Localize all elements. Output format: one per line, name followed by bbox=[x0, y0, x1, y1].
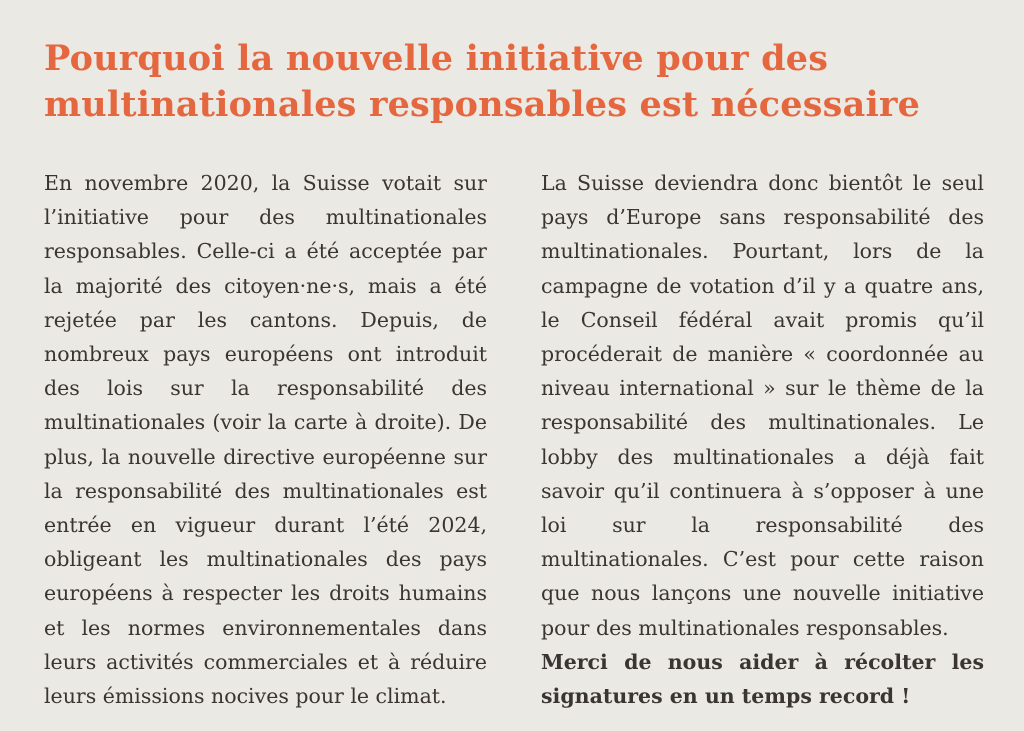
call-to-action: Merci de nous aider à récolter les signatures en un temps record ! bbox=[541, 649, 984, 709]
article-paragraph-right: La Suisse deviendra donc bientôt le seul pays d’Europe sans responsabilité des multinationales. Pourtant, lors de la campagne de votation d’il y a quatre ans, le Conseil fédéral avait promis qu’il procéderait de manière « coordonnée au niveau international » sur le thème de la responsabilité des multinationales. Le lobby des multinationales a déjà fait savoir qu’il continuera à s’opposer à une loi sur la responsabilité des multinationales. C’est pour cette raison que nous lançons une nouvelle initiative pour des multinationales responsables. bbox=[541, 171, 984, 640]
article-columns bbox=[44, 166, 984, 713]
article-title bbox=[44, 36, 984, 128]
article-column-left bbox=[44, 166, 487, 713]
article-title-line-1: Pourquoi la nouvelle initiative pour des bbox=[44, 38, 829, 79]
article-column-right bbox=[541, 166, 984, 713]
article-title-line-2: multinationales responsables est nécessaire bbox=[44, 84, 921, 125]
article-paragraph-left: En novembre 2020, la Suisse votait sur l’initiative pour des multinationales responsables. Celle-ci a été acceptée par la majorité des citoyen·ne·s, mais a été rejetée par les cantons. Depuis, de nombreux pays européens ont introduit des lois sur la responsabilité des multinationales (voir la carte à droite). De plus, la nouvelle directive européenne sur la responsabilité des multinationales est entrée en vigueur durant l’été 2024, obligeant les multinationales des pays européens à respecter les droits humains et les normes environnementales dans leurs activités commerciales et à réduire leurs émissions nocives pour le climat. bbox=[44, 171, 487, 709]
